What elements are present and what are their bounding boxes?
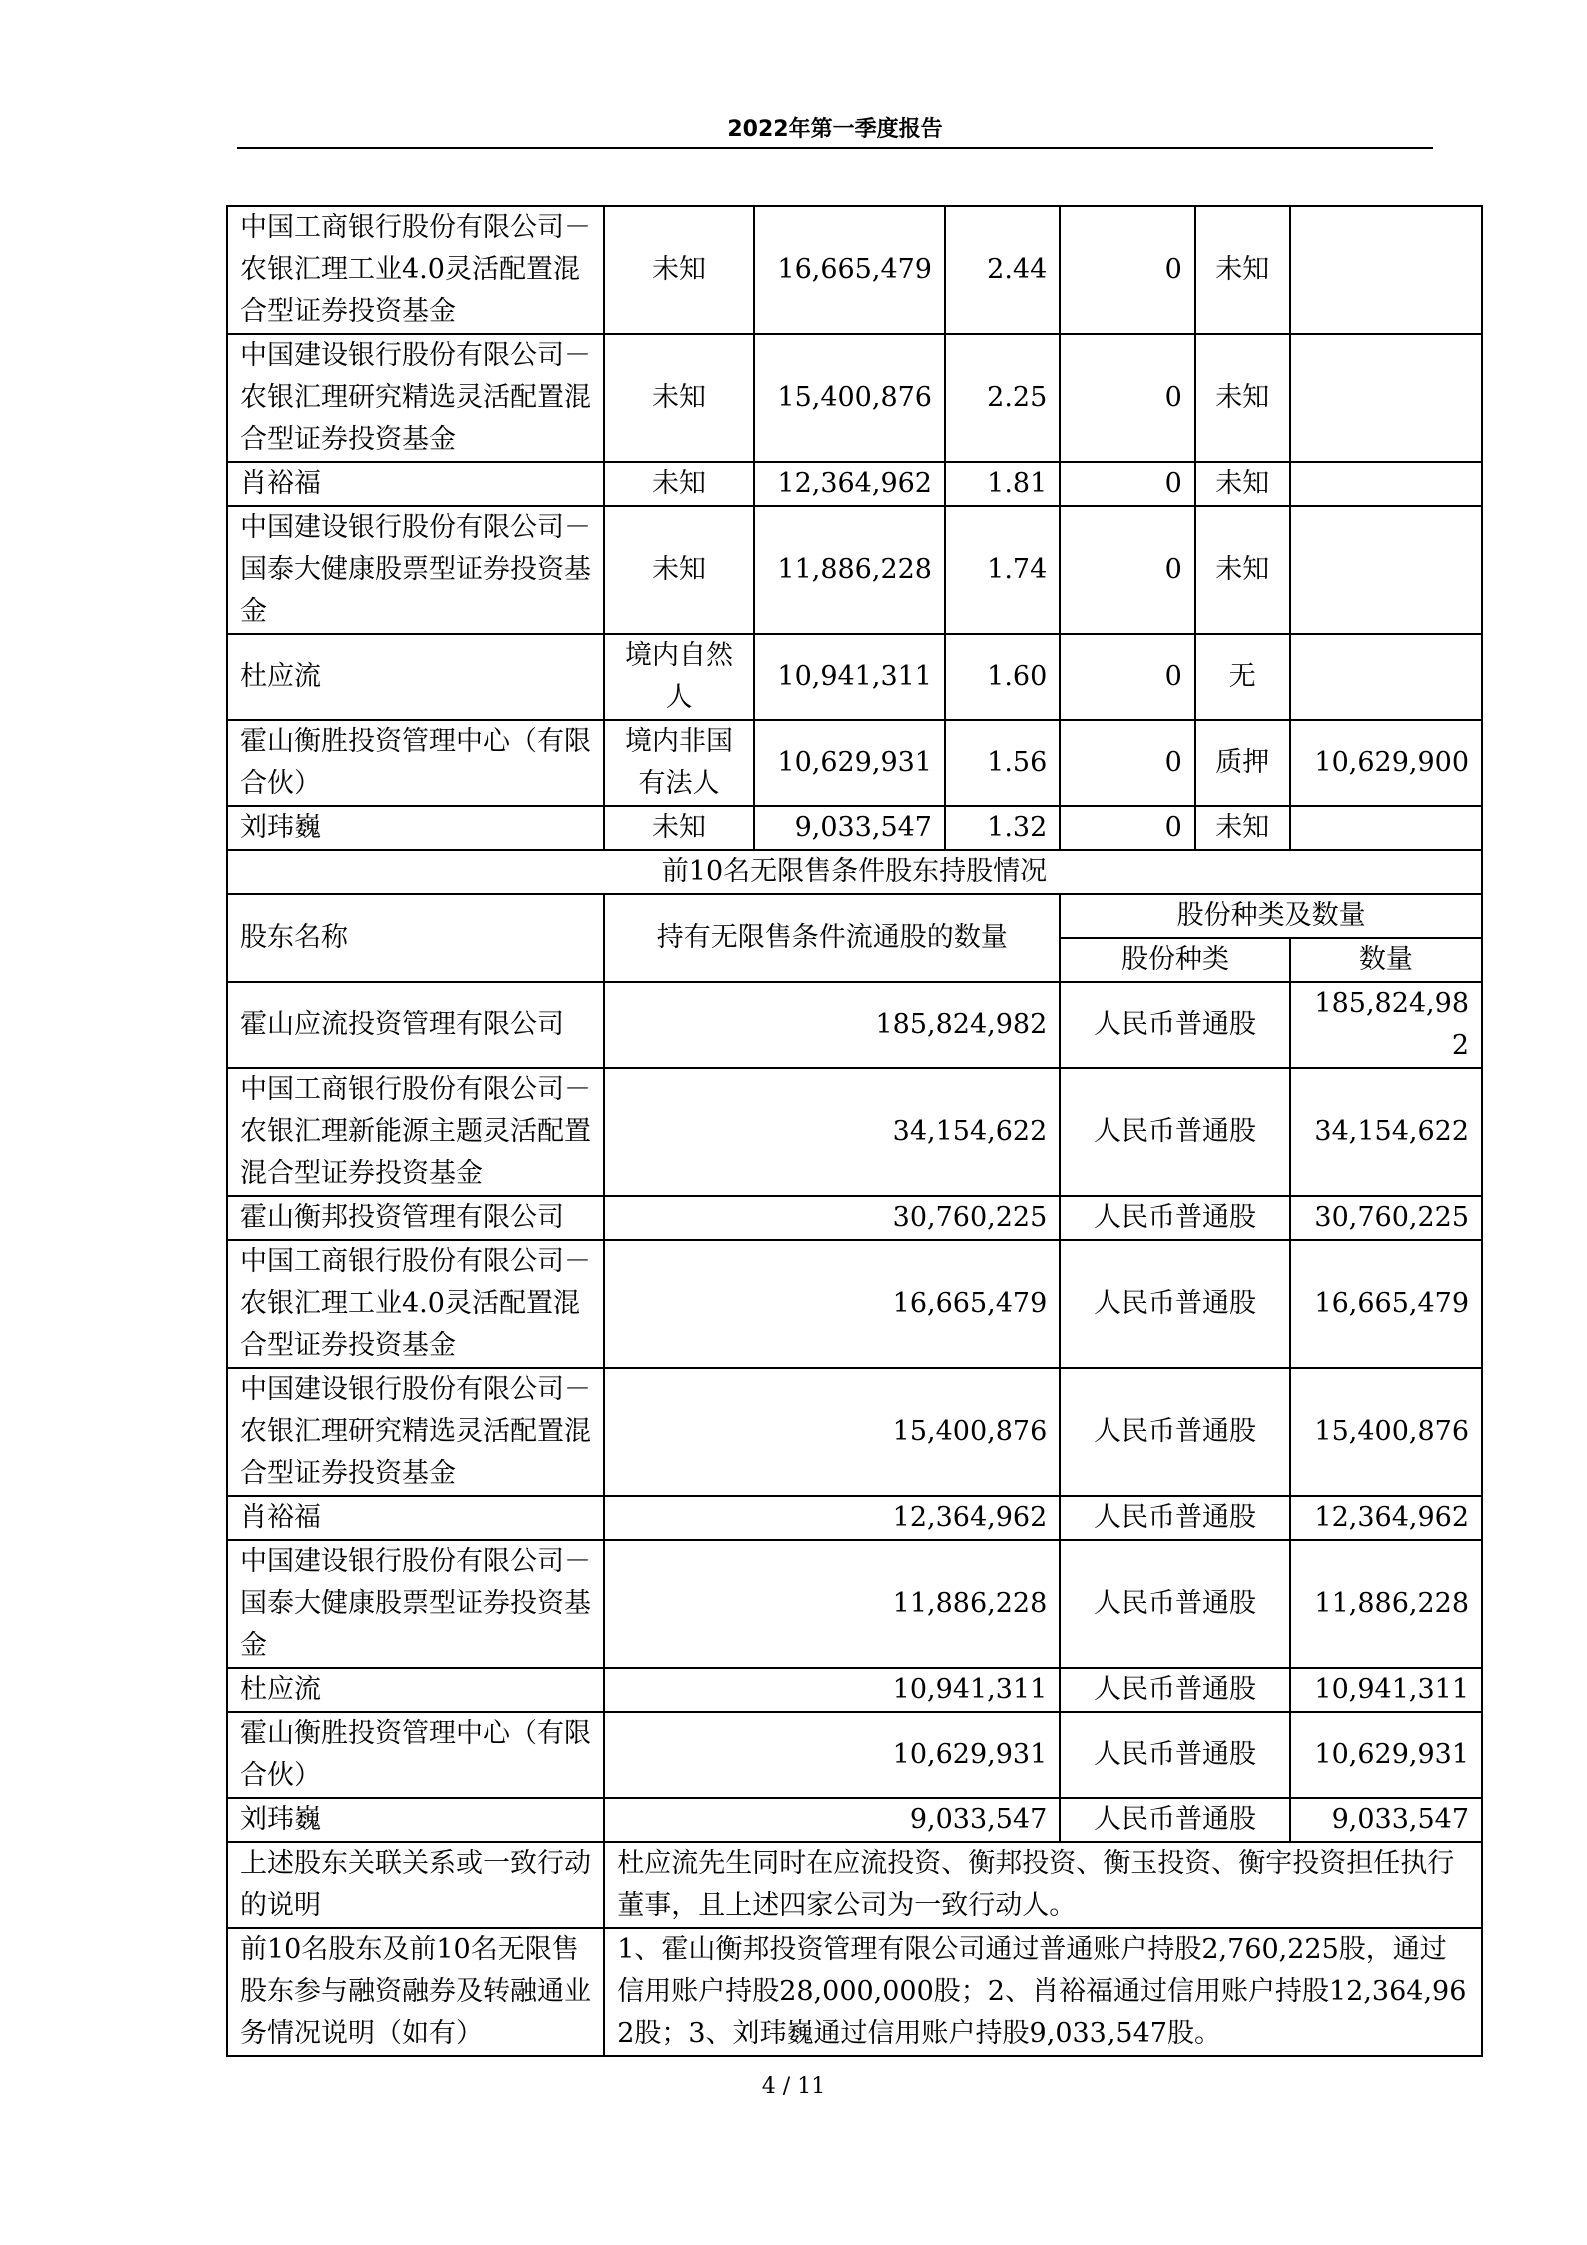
unrestricted-row bbox=[227, 1368, 1482, 1496]
holder-ratio: 1.81 bbox=[945, 462, 1060, 506]
unrestricted-name: 中国工商银行股份有限公司－农银汇理工业4.0灵活配置混合型证券投资基金 bbox=[227, 1240, 604, 1368]
holder-ratio: 2.25 bbox=[945, 334, 1060, 462]
holder-nature: 未知 bbox=[604, 206, 754, 334]
unrestricted-qty: 34,154,622 bbox=[604, 1068, 1060, 1196]
holder-ratio: 1.60 bbox=[945, 634, 1060, 720]
unrestricted-row bbox=[227, 1068, 1482, 1196]
unrestricted-type: 人民币普通股 bbox=[1060, 1496, 1290, 1540]
page-number: 4 / 11 bbox=[761, 2074, 826, 2099]
holder-row bbox=[227, 506, 1482, 634]
unrestricted-row bbox=[227, 1540, 1482, 1668]
holder-restricted: 0 bbox=[1060, 506, 1195, 634]
holder-pledge-status: 未知 bbox=[1195, 462, 1290, 506]
holder-pledge-qty bbox=[1290, 806, 1482, 850]
unrestricted-amount: 185,824,982 bbox=[1290, 982, 1482, 1068]
holder-name: 中国工商银行股份有限公司－农银汇理工业4.0灵活配置混合型证券投资基金 bbox=[227, 206, 604, 334]
holder-nature: 境内非国有法人 bbox=[604, 720, 754, 806]
holder-ratio: 1.56 bbox=[945, 720, 1060, 806]
unrestricted-qty: 9,033,547 bbox=[604, 1798, 1060, 1842]
unrestricted-amount: 30,760,225 bbox=[1290, 1196, 1482, 1240]
holder-pledge-qty bbox=[1290, 334, 1482, 462]
holder-restricted: 0 bbox=[1060, 206, 1195, 334]
holder-name: 中国建设银行股份有限公司－农银汇理研究精选灵活配置混合型证券投资基金 bbox=[227, 334, 604, 462]
unrestricted-name: 中国建设银行股份有限公司－国泰大健康股票型证券投资基金 bbox=[227, 1540, 604, 1668]
holder-nature: 未知 bbox=[604, 806, 754, 850]
holder-pledge-status: 质押 bbox=[1195, 720, 1290, 806]
section-title: 前10名无限售条件股东持股情况 bbox=[227, 850, 1482, 894]
unrestricted-row bbox=[227, 1712, 1482, 1798]
unrestricted-name: 霍山衡邦投资管理有限公司 bbox=[227, 1196, 604, 1240]
holder-row bbox=[227, 720, 1482, 806]
unrestricted-type: 人民币普通股 bbox=[1060, 1712, 1290, 1798]
unrestricted-type: 人民币普通股 bbox=[1060, 982, 1290, 1068]
unrestricted-amount: 11,886,228 bbox=[1290, 1540, 1482, 1668]
holder-shares: 9,033,547 bbox=[754, 806, 945, 850]
unrestricted-qty: 185,824,982 bbox=[604, 982, 1060, 1068]
holder-ratio: 1.74 bbox=[945, 506, 1060, 634]
unrestricted-amount: 12,364,962 bbox=[1290, 1496, 1482, 1540]
col-header-qty: 持有无限售条件流通股的数量 bbox=[604, 894, 1060, 982]
holder-pledge-status: 未知 bbox=[1195, 334, 1290, 462]
holder-ratio: 2.44 bbox=[945, 206, 1060, 334]
holder-restricted: 0 bbox=[1060, 806, 1195, 850]
section-title-row bbox=[227, 850, 1482, 894]
note-row-margin-trading bbox=[227, 1928, 1482, 2056]
holder-name: 刘玮巍 bbox=[227, 806, 604, 850]
holder-row bbox=[227, 334, 1482, 462]
unrestricted-type: 人民币普通股 bbox=[1060, 1540, 1290, 1668]
holder-name: 杜应流 bbox=[227, 634, 604, 720]
unrestricted-type: 人民币普通股 bbox=[1060, 1798, 1290, 1842]
holder-nature: 境内自然人 bbox=[604, 634, 754, 720]
holder-nature: 未知 bbox=[604, 462, 754, 506]
col-header-type-group: 股份种类及数量 bbox=[1060, 894, 1482, 938]
holder-pledge-status: 未知 bbox=[1195, 806, 1290, 850]
unrestricted-qty: 12,364,962 bbox=[604, 1496, 1060, 1540]
unrestricted-row bbox=[227, 1668, 1482, 1712]
unrestricted-type: 人民币普通股 bbox=[1060, 1196, 1290, 1240]
unrestricted-amount: 16,665,479 bbox=[1290, 1240, 1482, 1368]
holder-ratio: 1.32 bbox=[945, 806, 1060, 850]
holder-pledge-qty bbox=[1290, 634, 1482, 720]
unrestricted-amount: 9,033,547 bbox=[1290, 1798, 1482, 1842]
holder-shares: 15,400,876 bbox=[754, 334, 945, 462]
note-text: 1、霍山衡邦投资管理有限公司通过普通账户持股2,760,225股，通过信用账户持股28,000,000股；2、肖裕福通过信用账户持股12,364,962股；3、刘玮巍通过信用账户持股9,033,547股。 bbox=[604, 1928, 1482, 2056]
unrestricted-name: 中国工商银行股份有限公司－农银汇理新能源主题灵活配置混合型证券投资基金 bbox=[227, 1068, 604, 1196]
holder-pledge-qty: 10,629,900 bbox=[1290, 720, 1482, 806]
col-header-name: 股东名称 bbox=[227, 894, 604, 982]
holder-restricted: 0 bbox=[1060, 720, 1195, 806]
holder-nature: 未知 bbox=[604, 334, 754, 462]
holder-pledge-qty bbox=[1290, 506, 1482, 634]
unrestricted-qty: 11,886,228 bbox=[604, 1540, 1060, 1668]
holder-name: 中国建设银行股份有限公司－国泰大健康股票型证券投资基金 bbox=[227, 506, 604, 634]
unrestricted-qty: 16,665,479 bbox=[604, 1240, 1060, 1368]
unrestricted-name: 霍山应流投资管理有限公司 bbox=[227, 982, 604, 1068]
holder-restricted: 0 bbox=[1060, 334, 1195, 462]
col-header-type: 股份种类 bbox=[1060, 938, 1290, 982]
unrestricted-name: 霍山衡胜投资管理中心（有限合伙） bbox=[227, 1712, 604, 1798]
holder-pledge-status: 无 bbox=[1195, 634, 1290, 720]
unrestricted-row bbox=[227, 1240, 1482, 1368]
unrestricted-amount: 10,629,931 bbox=[1290, 1712, 1482, 1798]
holder-row bbox=[227, 462, 1482, 506]
note-label: 前10名股东及前10名无限售股东参与融资融券及转融通业务情况说明（如有） bbox=[227, 1928, 604, 2056]
holder-restricted: 0 bbox=[1060, 462, 1195, 506]
unrestricted-qty: 15,400,876 bbox=[604, 1368, 1060, 1496]
unrestricted-type: 人民币普通股 bbox=[1060, 1368, 1290, 1496]
unrestricted-row bbox=[227, 982, 1482, 1068]
holder-shares: 11,886,228 bbox=[754, 506, 945, 634]
unrestricted-name: 中国建设银行股份有限公司－农银汇理研究精选灵活配置混合型证券投资基金 bbox=[227, 1368, 604, 1496]
note-text: 杜应流先生同时在应流投资、衡邦投资、衡玉投资、衡宇投资担任执行董事，且上述四家公司为一致行动人。 bbox=[604, 1842, 1482, 1928]
holder-name: 肖裕福 bbox=[227, 462, 604, 506]
holder-pledge-status: 未知 bbox=[1195, 206, 1290, 334]
unrestricted-row bbox=[227, 1496, 1482, 1540]
col-header-amount: 数量 bbox=[1290, 938, 1482, 982]
holder-shares: 12,364,962 bbox=[754, 462, 945, 506]
unrestricted-row bbox=[227, 1196, 1482, 1240]
unrestricted-name: 杜应流 bbox=[227, 1668, 604, 1712]
holder-row bbox=[227, 206, 1482, 334]
unrestricted-name: 肖裕福 bbox=[227, 1496, 604, 1540]
shareholder-table bbox=[226, 205, 1483, 2057]
holder-pledge-qty bbox=[1290, 206, 1482, 334]
holder-shares: 16,665,479 bbox=[754, 206, 945, 334]
holder-nature: 未知 bbox=[604, 506, 754, 634]
holder-shares: 10,941,311 bbox=[754, 634, 945, 720]
holder-row bbox=[227, 634, 1482, 720]
holder-row bbox=[227, 806, 1482, 850]
unrestricted-type: 人民币普通股 bbox=[1060, 1240, 1290, 1368]
holder-name: 霍山衡胜投资管理中心（有限合伙） bbox=[227, 720, 604, 806]
unrestricted-type: 人民币普通股 bbox=[1060, 1068, 1290, 1196]
holder-pledge-status: 未知 bbox=[1195, 506, 1290, 634]
unrestricted-type: 人民币普通股 bbox=[1060, 1668, 1290, 1712]
unrestricted-amount: 15,400,876 bbox=[1290, 1368, 1482, 1496]
unrestricted-amount: 10,941,311 bbox=[1290, 1668, 1482, 1712]
unrestricted-name: 刘玮巍 bbox=[227, 1798, 604, 1842]
unrestricted-row bbox=[227, 1798, 1482, 1842]
note-label: 上述股东关联关系或一致行动的说明 bbox=[227, 1842, 604, 1928]
unrestricted-qty: 30,760,225 bbox=[604, 1196, 1060, 1240]
note-row-relationship bbox=[227, 1842, 1482, 1928]
holder-restricted: 0 bbox=[1060, 634, 1195, 720]
unrestricted-header-row bbox=[227, 894, 1482, 938]
unrestricted-qty: 10,629,931 bbox=[604, 1712, 1060, 1798]
header-rule bbox=[237, 147, 1433, 149]
unrestricted-amount: 34,154,622 bbox=[1290, 1068, 1482, 1196]
page-header-title: 2022年第一季度报告 bbox=[727, 117, 943, 142]
holder-pledge-qty bbox=[1290, 462, 1482, 506]
holder-shares: 10,629,931 bbox=[754, 720, 945, 806]
unrestricted-qty: 10,941,311 bbox=[604, 1668, 1060, 1712]
